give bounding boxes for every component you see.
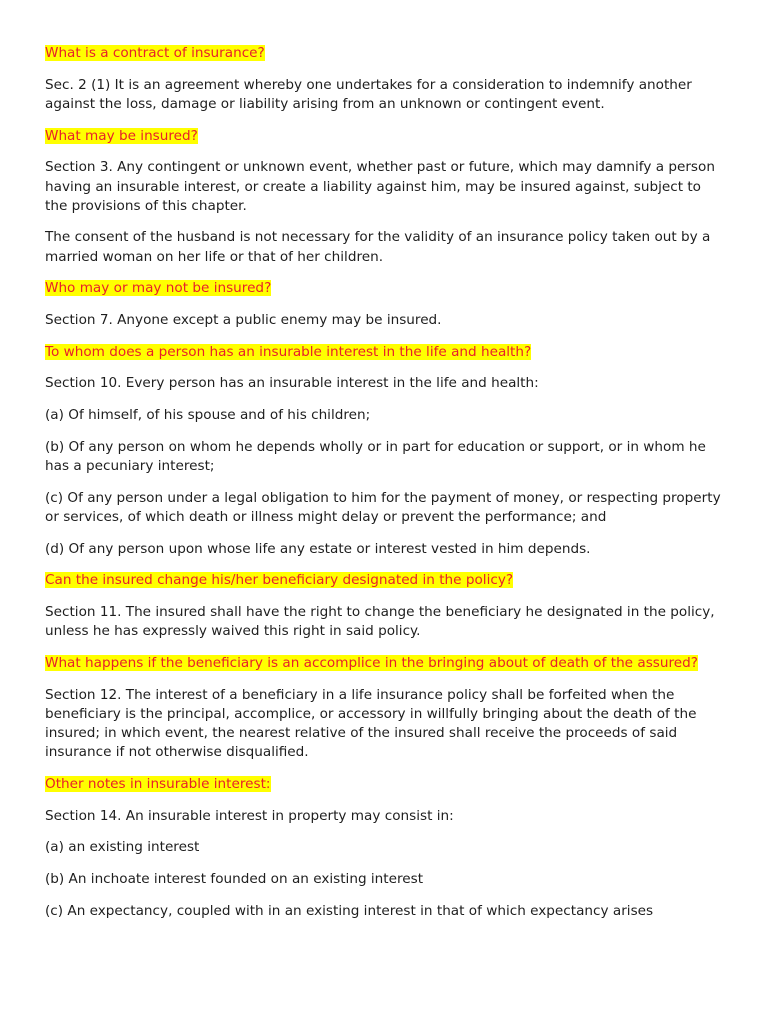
list-item: (b) Of any person on whom he depends wholly or in part for education or support, or in whom he has a pecuniary interest; [45, 438, 706, 475]
section-7-paragraph: Section 7. Anyone except a public enemy may be insured. [45, 312, 442, 329]
section-3-paragraph: Section 3. Any contingent or unknown event, whether past or future, which may damnify a person having an insurable interest, or create a liability against him, may be insured against, subject to the provisions of this chapter. [45, 159, 715, 214]
list-item: (d) Of any person upon whose life any estate or interest vested in him depends. [45, 540, 591, 557]
question-heading: What may be insured? [45, 127, 198, 144]
question-heading: Who may or may not be insured? [45, 280, 272, 297]
section-10-paragraph: Section 10. Every person has an insurable interest in the life and health: [45, 375, 539, 392]
question-heading: What is a contract of insurance? [45, 45, 265, 61]
question-heading: Other notes in insurable interest: [45, 775, 271, 792]
question-heading: To whom does a person has an insurable interest in the life and health? [45, 343, 532, 360]
list-item: (b) An inchoate interest founded on an existing interest [45, 871, 424, 888]
list-item: (a) an existing interest [45, 839, 200, 856]
section-14-paragraph: Section 14. An insurable interest in property may consist in: [45, 807, 454, 824]
question-heading: Can the insured change his/her beneficiary designated in the policy? [45, 572, 514, 589]
question-heading: What happens if the beneficiary is an accomplice in the bringing about of death of the assured? [45, 654, 698, 671]
list-item: (c) Of any person under a legal obligation to him for the payment of money, or respecting property or services, of which death or illness might delay or prevent the performance; and [45, 489, 721, 525]
consent-paragraph: The consent of the husband is not necessary for the validity of an insurance policy taken out by a married woman on her life or that of her children. [45, 229, 711, 265]
section-12-paragraph: Section 12. The interest of a beneficiary in a life insurance policy shall be forfeited when the beneficiary is the principal, accomplice, or accessory in willfully bringing about the death of the insured; in which event, the nearest relative of the insured shall receive the proceeds of said insurance if not otherwise disqualified. [45, 686, 697, 761]
list-item: (a) Of himself, of his spouse and of his children; [45, 407, 371, 424]
section-2-paragraph: Sec. 2 (1) It is an agreement whereby one undertakes for a consideration to indemnify another against the loss, damage or liability arising from an unknown or contingent event. [45, 76, 692, 112]
section-11-paragraph: Section 11. The insured shall have the right to change the beneficiary he designated in the policy, unless he has expressly waived this right in said policy. [45, 604, 715, 640]
list-item: (c) An expectancy, coupled with in an existing interest in that of which expectancy arises [45, 902, 654, 919]
document-page [45, 44, 725, 934]
